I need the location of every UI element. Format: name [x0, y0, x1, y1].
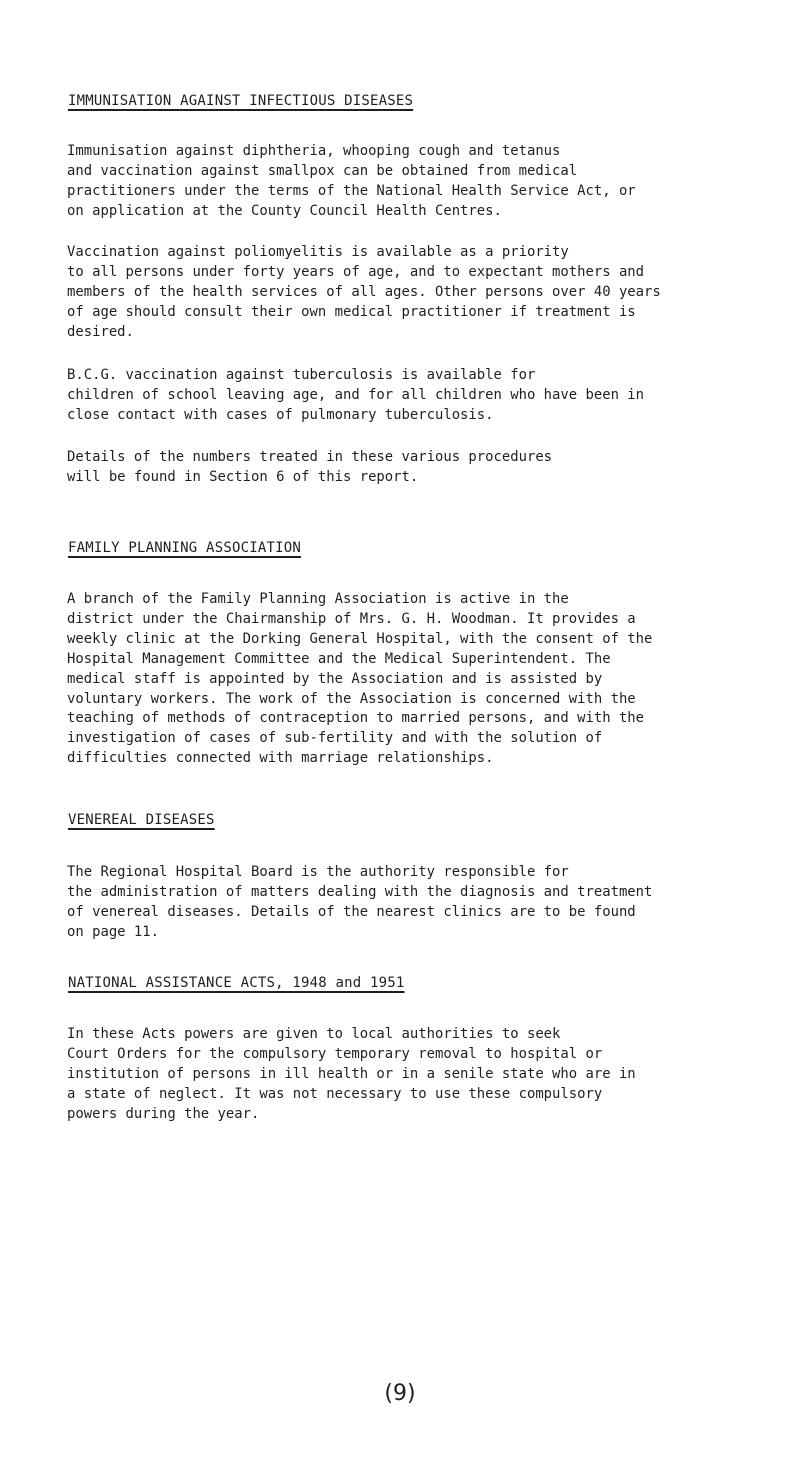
heading-family-planning: FAMILY PLANNING ASSOCIATION — [68, 540, 301, 556]
paragraph-immunisation-2: Vaccination against poliomyelitis is available as a priority to all persons under forty years of age, and to expectant mothers and members of the health services of all ages. Other persons over 40 years of age should consult their own medical practitioner if treatment is desired. — [67, 244, 661, 340]
paragraph-family-planning: A branch of the Family Planning Association is active in the district under the Chairmanship of Mrs. G. H. Woodman. It provides a weekly clinic at the Dorking General Hospital, with the consent of the Hospital Management Committee and the Medical Superintendent. The medical staff is appointed by the Association and is assisted by voluntary workers. The work of the Association is concerned with the teaching of methods of contraception to married persons, and with the investigation of cases of sub-fertility and with the solution of difficulties connected with marriage relationships. — [67, 591, 653, 767]
page-number: (9) — [384, 1381, 416, 1406]
paragraph-venereal-diseases: The Regional Hospital Board is the authority responsible for the administration of matters dealing with the diagnosis and treatment of venereal diseases. Details of the nearest clinics are to be found on page 11. — [67, 864, 653, 940]
heading-venereal-diseases: VENEREAL DISEASES — [68, 812, 215, 828]
paragraph-immunisation-1: Immunisation against diphtheria, whooping cough and tetanus and vaccination against smallpox can be obtained from medical practitioners under the terms of the National Health Service Act, or on application at the County Council Health Centres. — [67, 143, 636, 219]
heading-immunisation: IMMUNISATION AGAINST INFECTIOUS DISEASES — [68, 93, 414, 109]
paragraph-immunisation-4: Details of the numbers treated in these various procedures will be found in Section 6 of this report. — [67, 449, 553, 485]
heading-national-assistance: NATIONAL ASSISTANCE ACTS, 1948 and 1951 — [68, 975, 405, 991]
paragraph-national-assistance: In these Acts powers are given to local authorities to seek Court Orders for the compulsory temporary removal to hospital or institution of persons in ill health or in a senile state who are in a state of neglect. It was not necessary to use these compulsory powers during the year. — [67, 1026, 636, 1122]
paragraph-immunisation-3: B.C.G. vaccination against tuberculosis is available for children of school leaving age, and for all children who have been in close contact with cases of pulmonary tuberculosis. — [67, 367, 645, 423]
